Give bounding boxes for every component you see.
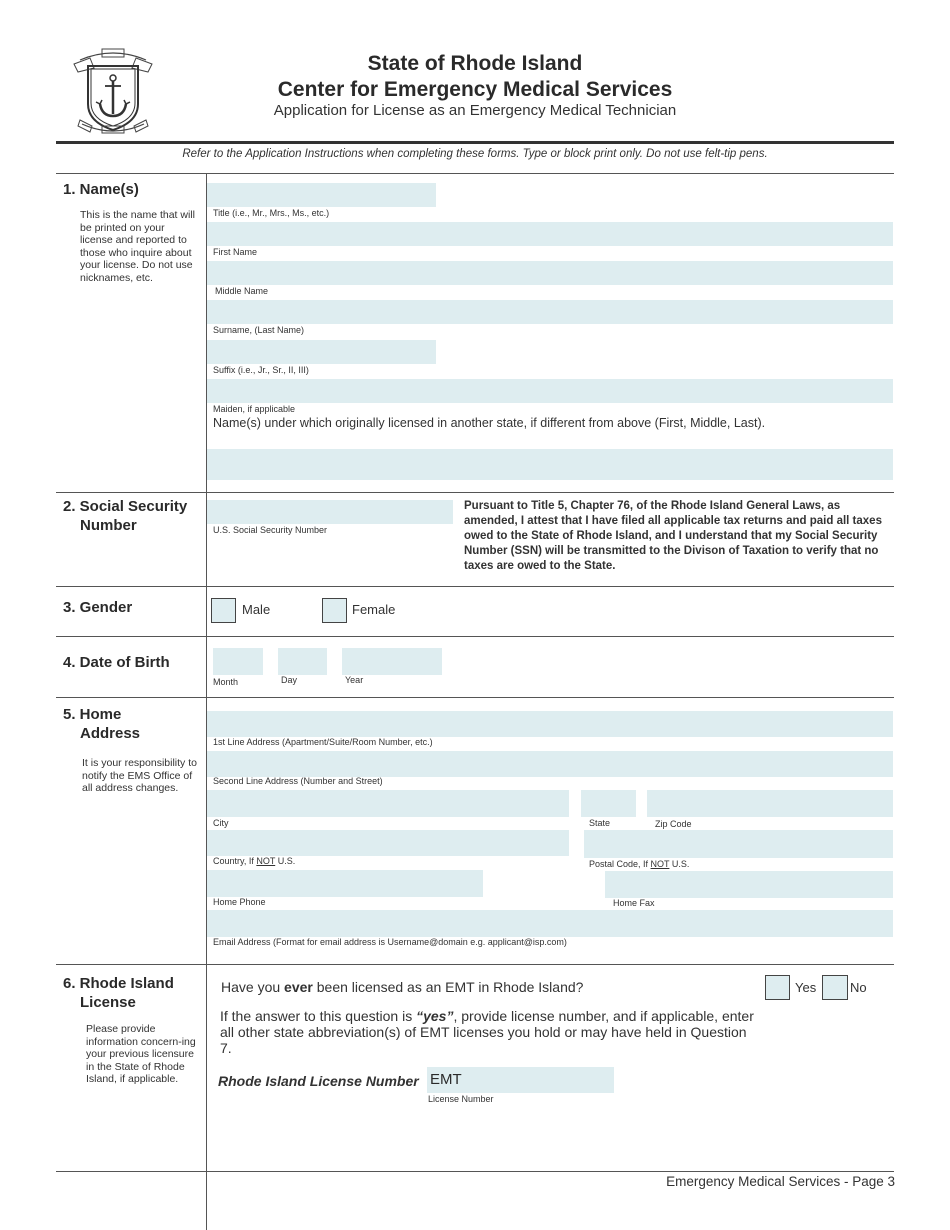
- male-checkbox[interactable]: [211, 598, 236, 623]
- female-checkbox[interactable]: [322, 598, 347, 623]
- dob-month-label: Month: [213, 677, 239, 687]
- middle-name-label: Middle Name: [215, 286, 269, 296]
- postal-code-label: Postal Code, If NOT U.S.: [589, 859, 690, 869]
- section-6-rule: [56, 1171, 894, 1172]
- section-address-description: It is your responsibility to notify the EMS Office of all address changes.: [82, 757, 197, 794]
- city-label: City: [213, 818, 229, 828]
- address-line2-field[interactable]: [207, 751, 893, 777]
- section-4-rule: [56, 697, 894, 698]
- ssn-label: U.S. Social Security Number: [213, 525, 328, 535]
- section-address-title-2: Address: [80, 725, 141, 742]
- section-ssn-title-2: Number: [80, 517, 137, 534]
- first-name-field[interactable]: [207, 222, 893, 246]
- female-label: Female: [352, 602, 396, 617]
- home-fax-label: Home Fax: [613, 898, 655, 908]
- section-license-description: Please provide information concern-ing your previous licensure in the State of Rhode Island, if applicable.: [86, 1023, 196, 1085]
- instructions-rule: [56, 173, 894, 174]
- yes-label: Yes: [795, 980, 817, 995]
- city-field[interactable]: [207, 790, 569, 817]
- instructions-text: Refer to the Application Instructions when completing these forms. Type or block print only. Do not use felt-tip pens.: [182, 148, 768, 160]
- section-1-rule: [56, 492, 894, 493]
- no-checkbox[interactable]: [822, 975, 848, 1000]
- dob-day-label: Day: [281, 675, 298, 685]
- no-label: No: [850, 980, 867, 995]
- page-footer: Emergency Medical Services - Page 3: [666, 1174, 895, 1189]
- state-field[interactable]: [581, 790, 636, 817]
- email-field[interactable]: [207, 910, 893, 937]
- email-label: Email Address (Format for email address is Username@domain e.g. applicant@isp.com): [213, 937, 567, 947]
- dob-day-field[interactable]: [278, 648, 327, 675]
- home-fax-field[interactable]: [605, 871, 893, 898]
- country-label: Country, If NOT U.S.: [213, 856, 296, 866]
- license-number-heading: Rhode Island License Number: [218, 1073, 419, 1089]
- section-gender-title: 3. Gender: [63, 599, 133, 616]
- licensed-followup: If the answer to this question is “yes”, provide license number, and if applicable, enter all other state abbreviation(s) of EMT licenses you hold or may have held in Question 7.: [220, 1008, 754, 1056]
- section-5-rule: [56, 964, 894, 965]
- header-title-1: State of Rhode Island: [367, 52, 583, 75]
- maiden-name-field[interactable]: [207, 379, 893, 403]
- dob-year-label: Year: [345, 675, 364, 685]
- licensed-question: Have you ever been licensed as an EMT in Rhode Island?: [221, 979, 584, 995]
- section-ssn-title-1: 2. Social Security: [63, 498, 188, 515]
- dob-year-field[interactable]: [342, 648, 442, 675]
- section-names-title: 1. Name(s): [63, 181, 139, 198]
- seal-anchor-icon: [70, 46, 156, 136]
- ssn-field[interactable]: [207, 500, 453, 524]
- column-divider: [206, 174, 207, 1230]
- section-2-rule: [56, 586, 894, 587]
- home-phone-label: Home Phone: [213, 897, 266, 907]
- maiden-name-label: Maiden, if applicable: [213, 404, 296, 414]
- address-line1-field[interactable]: [207, 711, 893, 737]
- title-label: Title (i.e., Mr., Mrs., Ms., etc.): [213, 208, 330, 218]
- state-label: State: [589, 818, 611, 828]
- dob-month-field[interactable]: [213, 648, 263, 675]
- header-subtitle: Application for License as an Emergency Medical Technician: [273, 102, 677, 119]
- first-name-label: First Name: [213, 247, 258, 257]
- suffix-label: Suffix (i.e., Jr., Sr., II, III): [213, 365, 309, 375]
- license-number-label: License Number: [428, 1094, 494, 1104]
- zip-code-field[interactable]: [647, 790, 893, 817]
- home-phone-field[interactable]: [207, 870, 483, 897]
- section-address-title-1: 5. Home: [63, 706, 122, 723]
- postal-code-field[interactable]: [584, 830, 893, 858]
- address-line2-label: Second Line Address (Number and Street): [213, 776, 383, 786]
- license-prefix: EMT: [430, 1071, 462, 1088]
- other-state-names-text: Name(s) under which originally licensed in another state, if different from above (First, Middle, Last).: [213, 416, 766, 430]
- other-state-names-field[interactable]: [207, 449, 893, 480]
- section-dob-title: 4. Date of Birth: [63, 654, 170, 671]
- male-label: Male: [242, 602, 271, 617]
- header-rule-thick: [56, 141, 894, 144]
- title-field[interactable]: [207, 183, 436, 207]
- ssn-attestation: Pursuant to Title 5, Chapter 76, of the Rhode Island General Laws, as amended, I attest that I have filed all applicable tax returns and paid all taxes owed to the State of Rhode Island, and I understand that my Social Security Number (SSN) will be transmitted to the Divison of Taxation to verify that no taxes are owed to the State.: [464, 500, 882, 572]
- section-names-description: This is the name that will be printed on your license and reported to those who inquire about your license. Do not use nicknames, etc.: [80, 209, 195, 284]
- country-field[interactable]: [207, 830, 569, 856]
- surname-field[interactable]: [207, 300, 893, 324]
- zip-code-label: Zip Code: [655, 819, 692, 829]
- header-title-2: Center for Emergency Medical Services: [277, 78, 673, 101]
- yes-checkbox[interactable]: [765, 975, 790, 1000]
- middle-name-field[interactable]: [207, 261, 893, 285]
- suffix-field[interactable]: [207, 340, 436, 364]
- state-seal: [70, 46, 156, 136]
- section-license-title-1: 6. Rhode Island: [63, 975, 174, 992]
- section-license-title-2: License: [80, 994, 136, 1011]
- surname-label: Surname, (Last Name): [213, 325, 305, 335]
- section-3-rule: [56, 636, 894, 637]
- address-line1-label: 1st Line Address (Apartment/Suite/Room Number, etc.): [213, 737, 433, 747]
